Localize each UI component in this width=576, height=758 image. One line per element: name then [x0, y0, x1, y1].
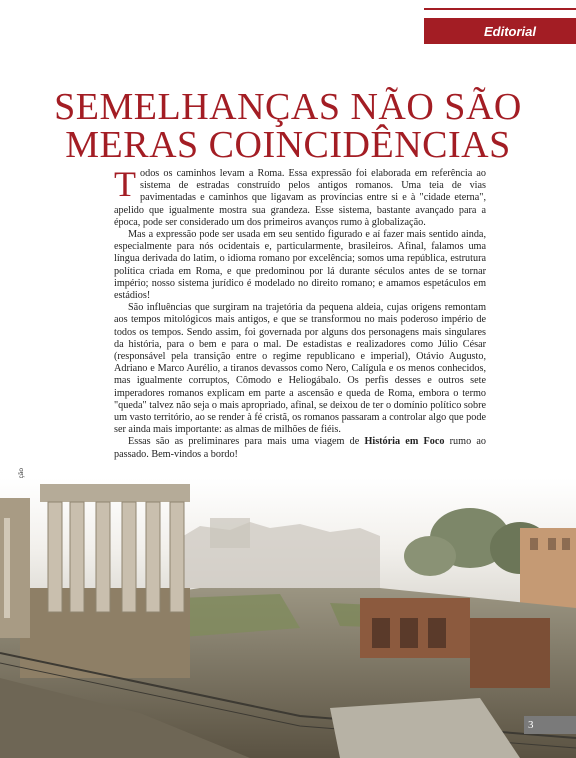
- drop-cap: T: [114, 164, 136, 204]
- paragraph-1-text: odos os caminhos levam a Roma. Essa expressão foi elaborada em referência ao sistema de estradas construído pelos antigos romanos. Uma teia de vias pavimentadas e caminhos que ligavam as províncias entre si e à "cidade eterna", apelido que igualmente mostra sua grandeza. Esse sistema, bastante avançado para a época, pode ser considerado um dos primeiros avanços rumo à globalização.: [114, 168, 486, 228]
- section-label: Editorial: [424, 18, 576, 44]
- paragraph-2: Mas a expressão pode ser usada em seu sentido figurado e aí fazer mais sentido ainda, especialmente para nós ocidentais e, particularmente, brasileiros. Afinal, falamos uma língua derivada do latim, o idioma romano por excelência; somos uma república, estrutura política criada em Roma, e que predominou por lá durante séculos antes de se tornar império; nosso sistema jurídico é modelado no direito romano; e amamos espetáculos em estádios!: [114, 229, 486, 302]
- magazine-name: História em Foco: [364, 436, 445, 448]
- article-body: [114, 164, 486, 461]
- page-title: [0, 88, 576, 164]
- title-line-2: MERAS COINCIDÊNCIAS: [65, 124, 511, 166]
- paragraph-4: [114, 436, 486, 460]
- paragraph-1: [114, 164, 486, 229]
- title-line-1: SEMELHANÇAS NÃO SÃO: [54, 86, 522, 128]
- section-top-rule: [424, 8, 576, 10]
- paragraph-4-text-b: rumo ao passado. Bem-vindos a bordo!: [114, 436, 486, 460]
- page-number: 3: [524, 716, 576, 734]
- paragraph-4-text-a: Essas são as preliminares para mais uma viagem de: [128, 436, 365, 448]
- paragraph-3: São influências que surgiram na trajetória da pequena aldeia, cujas origens remontam aos tempos mitológicos mais antigos, e que se transformou no mais poderoso império de todos os tempos. Sendo assim, foi governada por alguns dos personagens mais singulares da história, para o bem e para o mal. De estadistas e realizadores como Júlio César (responsável pela transição entre o regime republicano e imperial), Otávio Augusto, Adriano e Marco Aurélio, a tiranos devassos como Nero, Calígula e os menos conhecidos, mas igualmente corruptos, Cômodo e Heliogábalo. Os perfis desses e outros sete imperadores romanos explicam em parte a ascensão e queda de Roma, embora o termo "queda" talvez não seja o mais apropriado, afinal, se deixou de ter o domínio político sobre um vasto território, ao se render à fé cristã, os romanos passaram a controlar algo que pode ser ainda mais importante: as almas de milhões de fiéis.: [114, 302, 486, 436]
- roman-forum-photo: [0, 478, 576, 758]
